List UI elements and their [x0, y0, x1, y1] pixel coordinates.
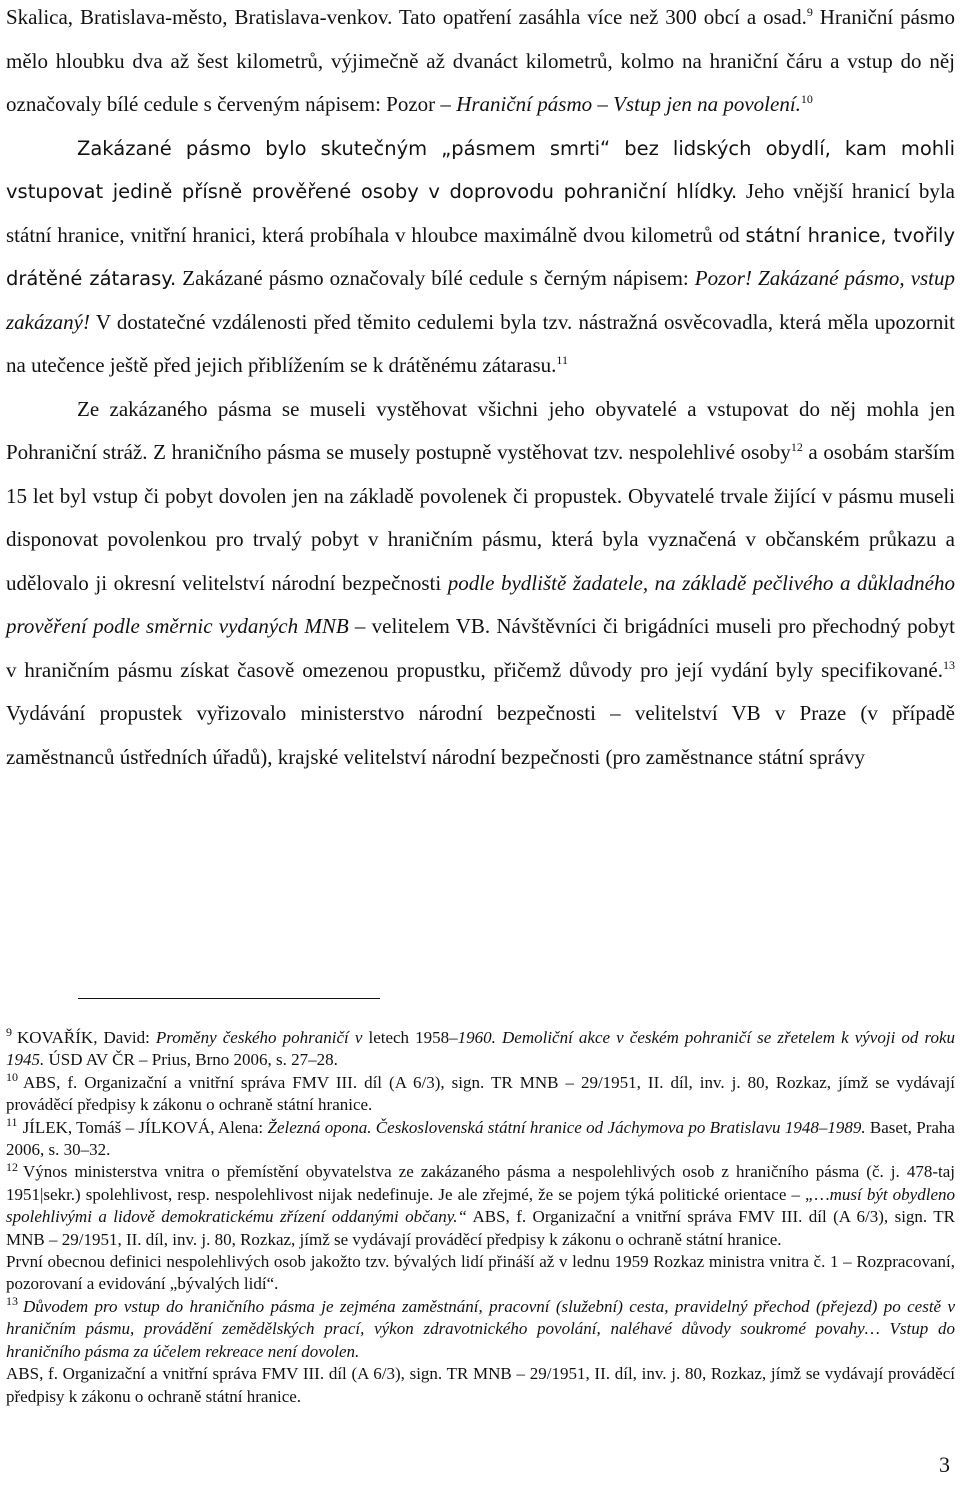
footnote-title-italic: Železná opona. Československá státní hranice od Jáchymova po Bratislavu 1948–1989. — [267, 1117, 866, 1137]
paragraph-text: a osobám starším 15 let byl vstup či pobyt dovolen jen na základě povolenek či propustek. Obyvatelé trvale žijící v pásmu museli disponovat povolenkou pro trvalý pobyt v hraničním pásmu, která byla vyznačená v občanském průkazu a udělovalo ji okresní velitelství národní bezpečnosti — [6, 440, 955, 595]
footnote-quote-italic: „…musí být obydleno spolehlivými a lidově demokratickému zřízení oddanými občany.“ — [6, 1184, 955, 1227]
footnote-ref-12: 12 — [790, 440, 803, 454]
main-text — [6, 0, 955, 779]
footnote-text: Baset, Praha 2006, s. 30–32. — [6, 1117, 955, 1160]
paragraph-1 — [6, 0, 955, 127]
paragraph-text: Hraniční pásmo mělo hloubku dva až šest kilometrů, výjimečně až dvanáct kilometrů, kolmo na hraniční čáru a vstup do něj označovaly bílé cedule s červeným nápisem: Pozor – — [6, 5, 955, 116]
footnote-separator — [78, 998, 380, 999]
footnote-text: JÍLEK, Tomáš – JÍLKOVÁ, Alena: — [22, 1117, 268, 1137]
footnote-text: Výnos ministerstva vnitra o přemístění obyvatelstva ze zakázaného pásma a nespolehlivých osob z hraničního pásma (č. j. 478-taj 1951|sekr.) spolehlivost, resp. nespolehlivost nijak nedefinuje. Je ale zřejmé, že se pojem týká politické orientace – — [6, 1162, 955, 1204]
footnote-12-continuation — [6, 1251, 955, 1296]
paragraph-text: Jeho vnější hranicí byla státní hranice, vnitřní hranici, která probíhala v hloubce maximálně dvou kilometrů od — [6, 179, 955, 247]
footnote-number: 9 — [6, 1025, 12, 1040]
footnote-10 — [6, 1072, 955, 1117]
paragraph-text: Skalica, Bratislava-město, Bratislava-venkov. Tato opatření zasáhla více než 300 obcí a osad. — [6, 5, 807, 29]
footnote-13-continuation — [6, 1363, 955, 1408]
footnote-text: ÚSD AV ČR – Prius, Brno 2006, s. 27–28. — [44, 1050, 338, 1070]
footnote-9 — [6, 1027, 955, 1072]
paragraph-text: Ze zakázaného pásma se museli vystěhovat všichni jeho obyvatelé a vstupovat do něj mohla jen Pohraniční stráž. Z hraničního pásma se musely postupně vystěhovat tzv. nespolehlivé osoby — [6, 396, 955, 464]
footnote-ref-13: 13 — [943, 657, 955, 672]
footnote-title-italic: Proměny českého pohraničí v — [155, 1028, 363, 1047]
footnote-11 — [6, 1114, 955, 1162]
footnote-number: 11 — [6, 1114, 18, 1129]
footnote-text: letech 1958– — [362, 1028, 458, 1047]
footnote-text: ABS, f. Organizační a vnitřní správa FMV III. díl (A 6/3), sign. TR MNB – 29/1951, II. díl, inv. j. 80, Rozkaz, jímž se vydávají prováděcí předpisy k zákonu o ochraně státní hranice. — [6, 1207, 956, 1249]
footnote-text: První obecnou definici nespolehlivých osob jakožto tzv. bývalých lidí přináší až v lednu 1959 Rozkaz ministra vnitra č. 1 – Rozpracovaní, pozorovaní a evidování „bývalých lidí“. — [6, 1252, 955, 1294]
sign-text-italic: Pozor! Zakázané pásmo, vstup zakázaný! — [6, 266, 956, 334]
paragraph-text: Vydávání propustek vyřizovalo ministerstvo národní bezpečnosti – velitelství VB v Praze (v případě zaměstnanců ústředních úřadů), krajské velitelství národní bezpečnosti (pro zaměstnance státní správy — [6, 701, 955, 769]
footnote-text: ABS, f. Organizační a vnitřní správa FMV III. díl (A 6/3), sign. TR MNB – 29/1951, II. díl, inv. j. 80, Rozkaz, jímž se vydávají prováděcí předpisy k zákonu o ochraně státní hranice. — [6, 1364, 955, 1406]
footnote-text: KOVAŘÍK, David: — [17, 1028, 156, 1047]
paragraph-text-sans: státní hranice, tvořily drátěné zátarasy. — [6, 223, 955, 290]
paragraph-3 — [6, 388, 955, 780]
footnote-12 — [6, 1161, 955, 1251]
footnote-ref-9: 9 — [806, 5, 813, 19]
footnote-number: 10 — [6, 1070, 18, 1085]
footnote-text: ABS, f. Organizační a vnitřní správa FMV III. díl (A 6/3), sign. TR MNB – 29/1951, II. díl, inv. j. 80, Rozkaz, jímž se vydávají prováděcí předpisy k zákonu o ochraně státní hranice. — [6, 1072, 955, 1115]
footnote-number: 13 — [6, 1294, 18, 1309]
quote-italic: podle bydliště žadatele, na základě pečlivého a důkladného prověření podle směrnic vydaných MNB — [6, 570, 955, 638]
footnote-quote-italic: Důvodem pro vstup do hraničního pásma je zejména zaměstnání, pracovní (služební) cesta, pravidelný přechod (přejezd) po cestě v hraničním pásmu, provádění zemědělských prací, výkon zdravotnického povolání, naléhavé důvody soukromé povahy… Vstup do hraničního pásma za účelem rekreace není dovolen. — [6, 1296, 955, 1361]
paragraph-text: V dostatečné vzdálenosti před těmito cedulemi byla tzv. nástražná osvěcovadla, která měla upozornit na utečence ještě před jejich přiblížením se k drátěnému zátarasu. — [6, 309, 955, 377]
footnote-title-italic: 1960. Demoliční akce v českém pohraničí se zřetelem k vývoji od roku 1945. — [6, 1028, 956, 1070]
footnote-ref-11: 11 — [556, 353, 568, 367]
footnote-number: 12 — [6, 1159, 18, 1174]
footnote-ref-10: 10 — [800, 92, 813, 106]
paragraph-2 — [6, 127, 955, 388]
footnotes — [6, 1027, 955, 1408]
footnote-13 — [6, 1296, 955, 1363]
sign-text-italic: Hraniční pásmo – Vstup jen na povolení. — [456, 92, 801, 116]
paragraph-text: Zakázané pásmo označovaly bílé cedule s černým nápisem: — [176, 266, 695, 290]
paragraph-text-sans: Zakázané pásmo bylo skutečným „pásmem smrti“ bez lidských obydlí, kam mohli vstupovat jedině přísně prověřené osoby v doprovodu pohraniční hlídky. — [6, 136, 955, 203]
page-number: 3 — [939, 1452, 950, 1477]
paragraph-text: – velitelem VB. Návštěvníci či brigádníci museli pro přechodný pobyt v hraničním pásmu získat časově omezenou propustku, přičemž důvody pro její vydání byly specifikované. — [6, 614, 955, 682]
